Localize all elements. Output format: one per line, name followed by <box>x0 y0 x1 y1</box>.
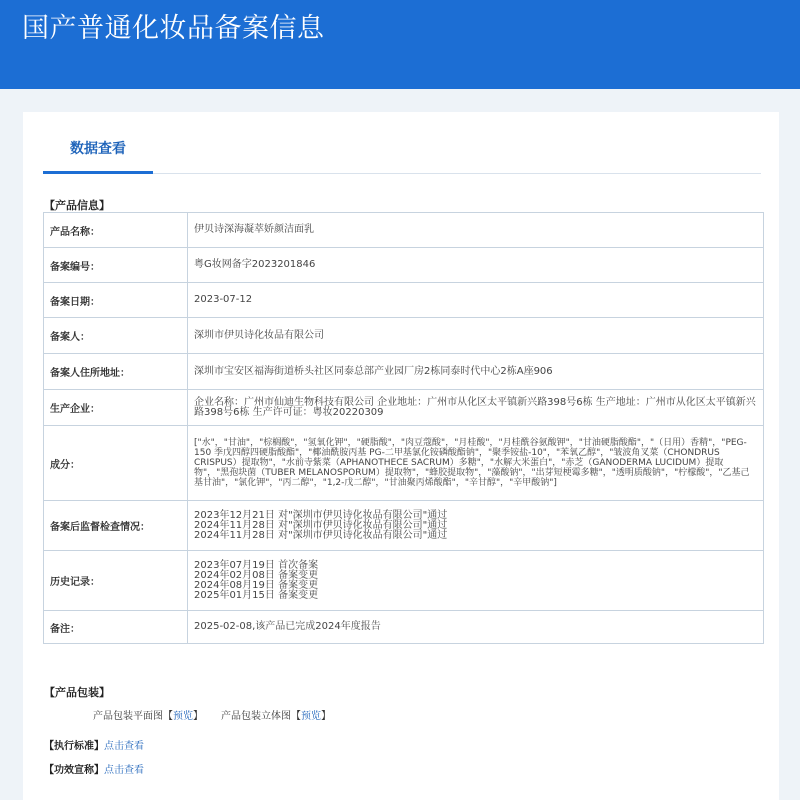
package-flat-preview-link[interactable]: 预览 <box>173 711 193 722</box>
standard-row <box>44 737 144 752</box>
row-label: 历史记录： <box>44 551 188 611</box>
header-bar <box>0 0 800 89</box>
table-row <box>44 551 764 611</box>
row-label: 备案编号： <box>44 248 188 283</box>
inspection-line: 2024年11月28日 对"深圳市伊贝诗化妆品有限公司"通过 <box>194 529 448 541</box>
ingredients-value: ["水"，"甘油"，"棕榈酸"，"氢氧化钾"，"硬脂酸"，"肉豆蔻酸"，"月桂酸"，"月桂酰谷氨酸钾"，"甘油硬脂酸酯"，"（日用）香精"，"PEG-150 季戊四醇四硬脂酸酯"，"椰油酰胺丙基 PG-二甲基氯化铵磷酸酯钠"，"聚季铵盐-10"，"苯氧乙醇"，"皱波角叉菜（CHONDRUS CRISPUS）提取物"，"水前寺紫菜（APHANOTHECE SACRUM）多糖"，"水解大米蛋白"，"赤芝（GANODERMA LUCIDUM）提取物"，"黑孢块菌（TUBER MELANOSPORUM）提取物"，"蜂胶提取物"，"藻酸钠"，"出芽短梗霉多糖"，"透明质酸钠"，"柠檬酸"，"乙基己基甘油"，"氯化钾"，"丙二醇"，"1,2-戊二醇"，"甘油聚丙烯酸酯"，"辛甘醇"，"辛甲酸钠"] <box>188 426 764 501</box>
row-label: 成分： <box>44 426 188 501</box>
table-row <box>44 611 764 644</box>
record-date-value: 2023-07-12 <box>188 283 764 318</box>
claims-section-title: 【功效宣称】 <box>44 765 104 776</box>
table-row <box>44 283 764 318</box>
claims-row <box>44 761 144 776</box>
table-row <box>44 248 764 283</box>
history-line: 2023年07月19日 首次备案 <box>194 559 319 571</box>
table-row <box>44 426 764 501</box>
row-label: 备案后监督检查情况： <box>44 501 188 551</box>
table-row <box>44 213 764 248</box>
inspection-line: 2024年11月28日 对"深圳市伊贝诗化妆品有限公司"通过 <box>194 519 448 531</box>
package-3d-preview-link[interactable]: 预览 <box>301 711 321 722</box>
history-line: 2025年01月15日 备案变更 <box>194 589 319 601</box>
registrant-value: 深圳市伊贝诗化妆品有限公司 <box>188 318 764 354</box>
row-label: 备案日期： <box>44 283 188 318</box>
content-panel <box>23 112 779 800</box>
remarks-value: 2025-02-08,该产品已完成2024年度报告 <box>188 611 764 644</box>
manufacturer-value: 企业名称：广州市仙迪生物科技有限公司 企业地址：广州市从化区太平镇新兴路398号6栋 生产地址：广州市从化区太平镇新兴路398号6栋 生产许可证：粤妆20220309 <box>188 390 764 426</box>
history-line: 2024年02月08日 备案变更 <box>194 569 319 581</box>
claims-view-link[interactable]: 点击查看 <box>104 765 144 776</box>
inspection-line: 2023年12月21日 对"深圳市伊贝诗化妆品有限公司"通过 <box>194 509 448 521</box>
table-row <box>44 354 764 390</box>
standard-view-link[interactable]: 点击查看 <box>104 741 144 752</box>
product-info-title: 【产品信息】 <box>44 199 110 212</box>
tab-bar <box>43 112 761 174</box>
page-title: 国产普通化妆品备案信息 <box>22 13 325 44</box>
registrant-address-value: 深圳市宝安区福海街道桥头社区同泰总部产业园厂房2栋同泰时代中心2栋A座906 <box>188 354 764 390</box>
product-name-value: 伊贝诗深海凝萃娇颜洁面乳 <box>188 213 764 248</box>
package-flat-item: 产品包装平面图【预览】 <box>93 711 203 722</box>
package-3d-item: 产品包装立体图【预览】 <box>221 711 331 722</box>
row-label: 备案人： <box>44 318 188 354</box>
table-row <box>44 318 764 354</box>
history-line: 2024年08月19日 备案变更 <box>194 579 319 591</box>
package-flat-label: 产品包装平面图 <box>93 711 163 722</box>
tab-data-view[interactable]: 数据查看 <box>43 112 153 174</box>
package-3d-label: 产品包装立体图 <box>221 711 291 722</box>
inspection-value <box>188 501 764 551</box>
row-label: 备案人住所地址： <box>44 354 188 390</box>
row-label: 备注： <box>44 611 188 644</box>
standard-section-title: 【执行标准】 <box>44 741 104 752</box>
row-label: 产品名称： <box>44 213 188 248</box>
product-info-table <box>43 212 764 644</box>
table-row <box>44 501 764 551</box>
table-row <box>44 390 764 426</box>
record-number-value: 粤G妆网备字2023201846 <box>188 248 764 283</box>
package-section-title: 【产品包装】 <box>44 686 110 699</box>
history-value <box>188 551 764 611</box>
row-label: 生产企业： <box>44 390 188 426</box>
